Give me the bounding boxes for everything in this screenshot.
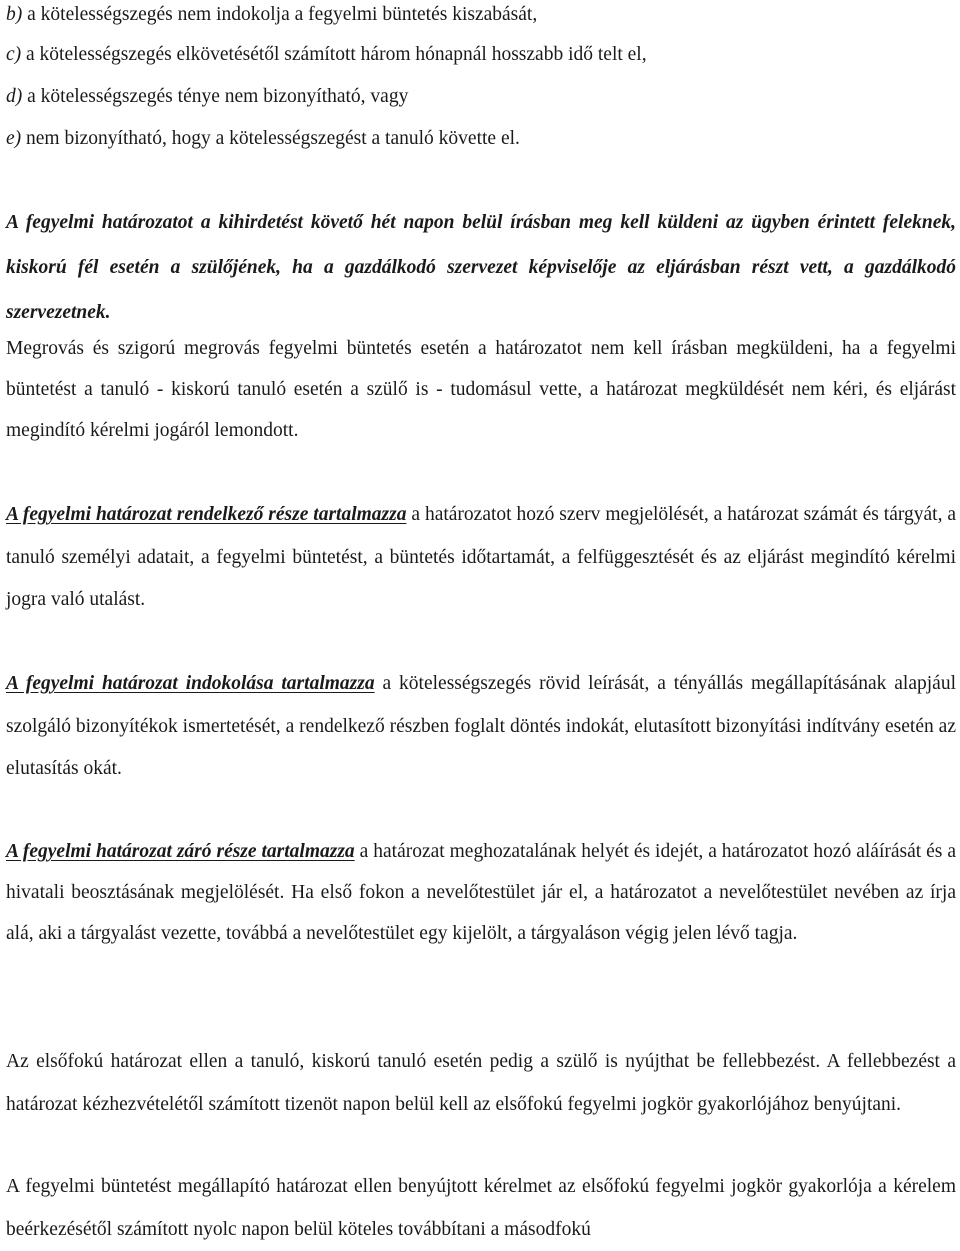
paragraph-reasoning [6, 663, 956, 791]
list-item-text: a kötelességszegés elkövetésétől számított három hónapnál hosszabb idő telt el, [21, 44, 647, 65]
list-item-text: a kötelességszegés nem indokolja a fegyelmi büntetés kiszabását, [22, 4, 538, 25]
list-item-text: nem bizonyítható, hogy a kötelességszegést a tanuló követte el. [21, 128, 520, 149]
list-marker: e) [6, 128, 22, 149]
list-marker: c) [6, 44, 22, 65]
paragraph-delivery: A fegyelmi határozatot a kihirdetést követő hét napon belül írásban meg kell küldeni az ügyben érintett feleknek, kiskorú fél esetén a szülőjének, ha a gazdálkodó szervezet képviselője az eljárásban részt vett, a gazdálkodó szervezetnek. [6, 212, 956, 323]
list-marker: b) [6, 4, 23, 25]
list-item [6, 42, 647, 68]
paragraph-heading: A fegyelmi határozat záró része tartalmazza [6, 841, 355, 862]
paragraph-request: A fegyelmi büntetést megállapító határozat ellen benyújtott kérelmet az elsőfokú fegyelmi jogkör gyakorlója a kérelem beérkezésétől számított nyolc napon belül köteles továbbítani a másodfokú [6, 1176, 956, 1240]
list-item-text: a kötelességszegés ténye nem bizonyítható, vagy [22, 86, 409, 107]
list-item [6, 84, 408, 110]
list-item [6, 126, 520, 152]
paragraph-text: a határozatot hozó szerv megjelölését, a határozat számát és tárgyát, a tanuló személyi adatait, a fegyelmi büntetést, a büntetés időtartamát, a felfüggesztését és az eljárást megindító kérelmi jogra való utalást. [6, 504, 957, 610]
list-item [6, 2, 537, 28]
paragraph-operative-part [6, 494, 956, 622]
paragraph-heading: A fegyelmi határozat rendelkező része tartalmazza [6, 504, 407, 525]
paragraph-text: a kötelességszegés rövid leírását, a tényállás megállapításának alapjául szolgáló bizonyítékok ismertetését, a rendelkező részben foglalt döntés indokát, elutasított bizonyítási indítvány esetén az elutasítás okát. [6, 673, 956, 779]
paragraph-text: a határozat meghozatalának helyét és idejét, a határozatot hozó aláírását és a hivatali beosztásának megjelölését. Ha első fokon a nevelőtestület jár el, a határozatot a nevelőtestület nevében az írja alá, aki a tárgyalást vezette, továbbá a nevelőtestület egy kijelölt, a tárgyaláson végig jelen lévő tagja. [6, 841, 956, 944]
list-marker: d) [6, 86, 23, 107]
paragraph-reprimand: Megrovás és szigorú megrovás fegyelmi büntetés esetén a határozatot nem kell írásban megküldeni, ha a fegyelmi büntetést a tanuló - kiskorú tanuló esetén a szülő is - tudomásul vette, a határozat megküldését nem kéri, és eljárást megindító kérelmi jogáról lemondott. [6, 338, 956, 441]
paragraph-heading: A fegyelmi határozat indokolása tartalmazza [6, 673, 375, 694]
paragraph-appeal: Az elsőfokú határozat ellen a tanuló, kiskorú tanuló esetén pedig a szülő is nyújthat be fellebbezést. A fellebbezést a határozat kézhezvételétől számított tizenöt napon belül kell az elsőfokú fegyelmi jogkör gyakorlójához benyújtani. [6, 1051, 956, 1115]
paragraph-closing-part [6, 831, 956, 954]
